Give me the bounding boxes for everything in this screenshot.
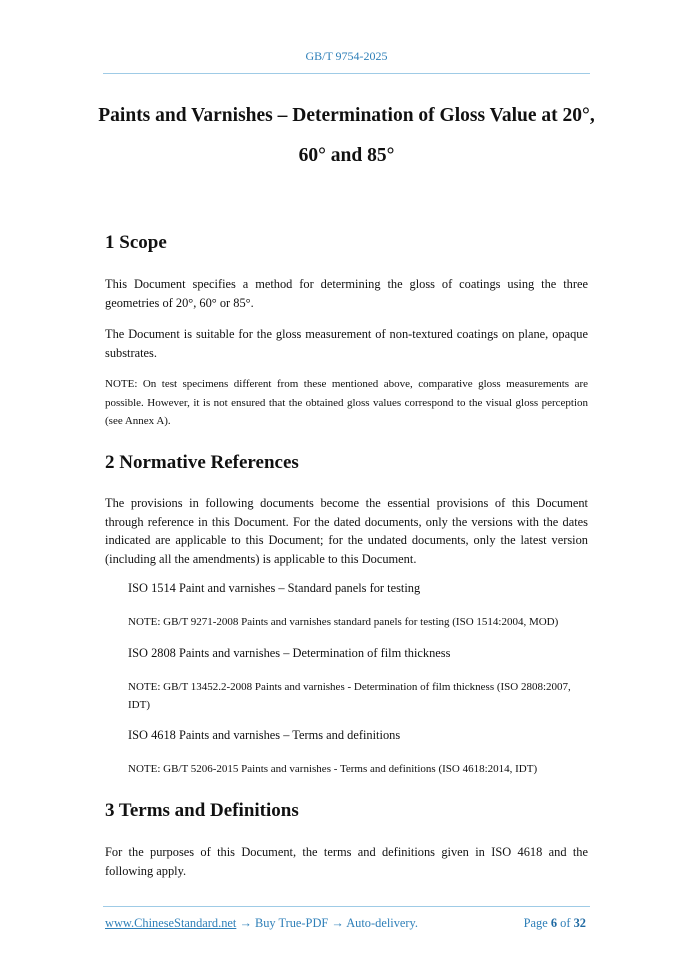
buy-pdf-text: Buy True-PDF <box>254 916 329 930</box>
reference-note: NOTE: GB/T 13452.2-2008 Paints and varnishes - Determination of film thickness (ISO 2808:2007, IDT) <box>128 681 571 711</box>
section-heading-scope: 1 Scope <box>105 232 167 253</box>
page-number <box>524 916 586 931</box>
header-doc-id: GB/T 9754-2025 <box>305 49 388 63</box>
total-pages: 32 <box>573 916 586 930</box>
paragraph: This Document specifies a method for determining the gloss of coatings using the three geometries of 20°, 60° or 85°. <box>105 277 588 310</box>
footer-links <box>105 916 418 931</box>
title-line-2: 60° and 85° <box>298 145 395 166</box>
document-title <box>90 96 603 176</box>
title-line-1: Paints and Varnishes – Determination of Gloss Value at 20°, <box>98 105 595 126</box>
arrow-right-icon: → <box>239 916 252 930</box>
paragraph: The provisions in following documents become the essential provisions of this Document through reference in this Document. For the dated documents, only the versions with the dates indicated are applicable to this Document; for the undated documents, only the latest version (including all the amendments) is applicable to this Document. <box>105 496 588 566</box>
chinesestandard-link[interactable]: www.ChineseStandard.net <box>105 916 237 930</box>
of-label: of <box>560 916 571 930</box>
auto-delivery-text: Auto-delivery. <box>346 916 419 930</box>
reference-item: ISO 4618 Paints and varnishes – Terms and definitions <box>128 728 401 742</box>
paragraph: For the purposes of this Document, the terms and definitions given in ISO 4618 and the following apply. <box>105 845 588 878</box>
footer-divider <box>103 906 590 907</box>
header-divider <box>103 73 590 74</box>
reference-note: NOTE: GB/T 5206-2015 Paints and varnishes - Terms and definitions (ISO 4618:2014, IDT) <box>128 763 538 775</box>
section-heading-terms: 3 Terms and Definitions <box>105 800 299 821</box>
section-heading-normative-references: 2 Normative References <box>105 452 299 473</box>
arrow-right-icon: → <box>331 916 344 930</box>
reference-note: NOTE: GB/T 9271-2008 Paints and varnishes standard panels for testing (ISO 1514:2004, MOD) <box>128 616 559 628</box>
reference-item: ISO 1514 Paint and varnishes – Standard panels for testing <box>128 581 421 595</box>
current-page: 6 <box>550 916 558 930</box>
reference-item: ISO 2808 Paints and varnishes – Determination of film thickness <box>128 646 451 660</box>
note: NOTE: On test specimens different from these mentioned above, comparative gloss measurements are possible. However, it is not ensured that the obtained gloss values correspond to the visual gloss perception (see Annex A). <box>105 378 588 427</box>
page-label: Page <box>523 916 548 930</box>
paragraph: The Document is suitable for the gloss measurement of non-textured coatings on plane, opaque substrates. <box>105 327 588 360</box>
